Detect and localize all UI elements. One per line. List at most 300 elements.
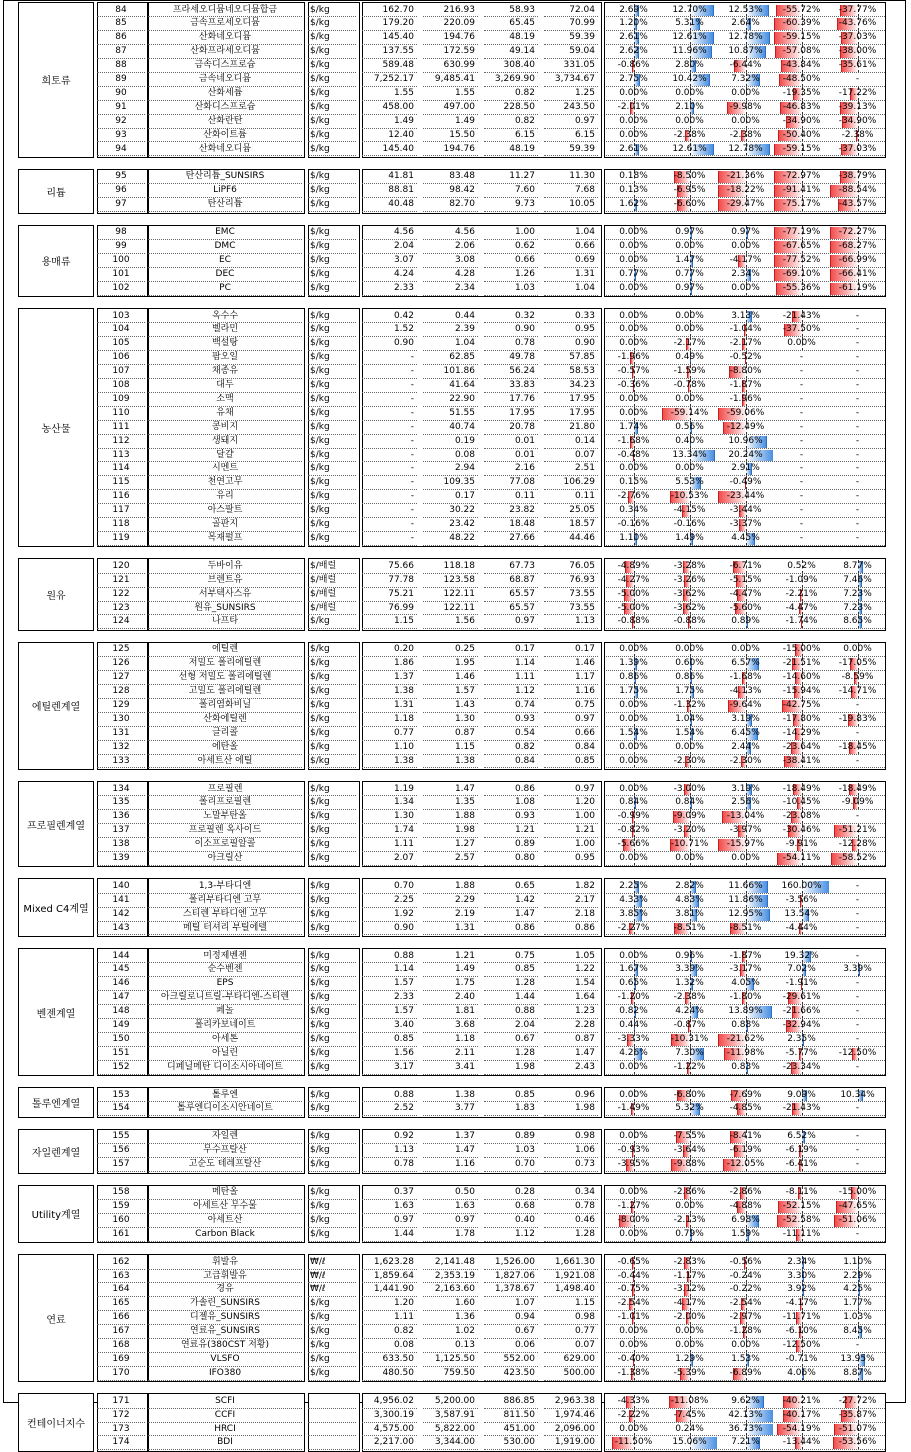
item-name: EPS [148,977,302,991]
price-high: 62.85 [423,351,478,365]
price-current: 106.29 [544,476,598,490]
price-value: 1.11 [362,838,417,852]
price-low: 1.08 [484,796,538,810]
price-current: 1.05 [544,950,598,964]
price-high: 1.49 [423,115,478,129]
item-unit: $/배럴 [308,560,356,574]
change-percent: 13.89% [728,1006,763,1017]
change-cell [662,435,717,449]
change-cell [662,699,717,713]
change-cell [606,379,661,393]
change-percent: 5.32% [675,1103,704,1114]
change-percent: 0.60% [675,658,704,669]
change-percent: -12.49% [726,421,765,432]
change-cell [774,657,829,671]
change-percent: 4.24% [675,1006,704,1017]
change-percent: -2.38% [673,992,706,1003]
change-cell [718,1005,773,1019]
table-row [18,129,886,143]
table-row [18,73,886,87]
price-current: 0.75 [544,699,598,713]
change-cell [662,101,717,115]
change-percent: 1.39% [619,658,648,669]
change-cell [830,17,885,31]
change-cell [606,476,661,490]
price-current: 58.53 [544,365,598,379]
price-low: 0.97 [484,615,538,629]
change-percent: -60.39% [782,18,821,29]
change-percent: -4.13% [729,686,762,697]
change-percent: -55.36% [782,282,821,293]
category-group [18,169,886,214]
change-cell [606,393,661,407]
price-high: 172.59 [423,45,478,59]
change-percent: -12.50% [838,1047,877,1058]
change-percent: -2.54% [617,1298,650,1309]
item-unit: $/kg [308,713,356,727]
change-cell [774,1005,829,1019]
change-cell [662,1436,717,1450]
price-value: 145.40 [362,143,417,157]
price-value: 1.14 [362,963,417,977]
change-cell [606,254,661,268]
category-group [18,948,886,1076]
change-percent: 0.00% [675,1340,704,1351]
price-high: 2.06 [423,240,478,254]
change-cell [662,1102,717,1116]
price-value: 1.10 [362,741,417,755]
change-cell [662,1256,717,1270]
price-low: 7.60 [484,184,538,198]
price-high: 1.60 [423,1297,478,1311]
price-value: - [362,476,417,490]
change-cell [606,1061,661,1075]
change-cell [606,435,661,449]
change-percent: 0.77% [675,268,704,279]
item-name: 옥수수 [148,310,302,324]
table-row [18,615,886,629]
change-percent: 0.97% [731,227,760,238]
item-name: 고순도 테레프탈산 [148,1158,302,1172]
price-low: 0.28 [484,1186,538,1200]
item-unit: ₩/ℓ [308,1270,356,1284]
category-label: 벤젠계열 [36,1008,76,1020]
price-low: 1,526.00 [484,1256,538,1270]
price-high: 1.57 [423,685,478,699]
change-cell [774,45,829,59]
change-cell [774,365,829,379]
change-percent: 1.10% [843,1256,872,1267]
price-value: 0.70 [362,880,417,894]
change-cell [606,615,661,629]
change-percent: -3.00% [673,783,706,794]
change-cell [830,1019,885,1033]
change-percent: -40.17% [782,1409,821,1420]
table-row [18,1423,886,1437]
change-cell [662,1283,717,1297]
change-percent: -11.71% [782,1312,821,1323]
price-high: 0.87 [423,727,478,741]
price-high: 194.76 [423,143,478,157]
price-value: 88.81 [362,184,417,198]
change-cell [830,421,885,435]
change-percent: 0.00% [675,1200,704,1211]
change-cell [662,490,717,504]
table-row [18,1005,886,1019]
item-number: 95 [97,170,145,184]
item-number: 85 [97,17,145,31]
table-row [18,31,886,45]
price-current: 18.57 [544,518,598,532]
price-current: 0.97 [544,713,598,727]
change-cell [774,490,829,504]
change-cell [662,991,717,1005]
item-number: 144 [97,950,145,964]
item-number: 103 [97,310,145,324]
table-row [18,1325,886,1339]
table-row [18,950,886,964]
change-cell [718,560,773,574]
change-percent: -0.71% [785,1353,818,1364]
table-row [18,1158,886,1172]
item-unit: $/kg [308,407,356,421]
price-value: 7,252.17 [362,73,417,87]
change-percent: 3.30% [787,1270,816,1281]
item-unit: $/kg [308,796,356,810]
change-percent: - [855,324,860,335]
price-current: 10.05 [544,198,598,212]
change-percent: -1.09% [785,574,818,585]
item-number: 119 [97,532,145,546]
item-unit: $/kg [308,226,356,240]
item-number: 129 [97,699,145,713]
change-cell [606,657,661,671]
change-cell [718,1228,773,1242]
change-percent: -8.41% [729,1131,762,1142]
item-unit: $/kg [308,755,356,769]
price-value: 0.90 [362,922,417,936]
change-cell [662,1395,717,1409]
change-percent: - [855,449,860,460]
change-cell [662,351,717,365]
change-percent: 42.13% [728,1409,763,1420]
change-cell [830,643,885,657]
change-cell [606,894,661,908]
change-cell [662,838,717,852]
change-percent: 2.80% [675,60,704,71]
change-percent: 1.62% [619,199,648,210]
table-row [18,87,886,101]
item-unit: $/kg [308,894,356,908]
change-percent: 2.34% [731,268,760,279]
price-high: 1.98 [423,824,478,838]
table-row [18,1311,886,1325]
change-percent: -0.40% [617,1353,650,1364]
change-percent: -21.36% [726,171,765,182]
change-percent: -23.44% [726,491,765,502]
change-percent: 10.34% [840,1089,875,1100]
item-unit: $/kg [308,783,356,797]
change-cell [774,518,829,532]
price-high: 2.29 [423,894,478,908]
price-low: 0.88 [484,1005,538,1019]
change-cell [830,671,885,685]
change-percent: - [855,505,860,516]
change-percent: -19.83% [838,713,877,724]
table-row [18,991,886,1005]
table-row [18,45,886,59]
price-high: 1.63 [423,1200,478,1214]
item-unit [308,1409,356,1423]
price-low: 552.00 [484,1353,538,1367]
change-cell [662,282,717,296]
change-percent: -8.51% [729,922,762,933]
item-number: 135 [97,796,145,810]
price-current: 21.80 [544,421,598,435]
change-cell [774,1423,829,1437]
item-number: 146 [97,977,145,991]
change-percent: - [799,449,804,460]
change-percent: -38.41% [782,755,821,766]
price-value: 1.63 [362,1200,417,1214]
change-percent: 0.00% [619,310,648,321]
price-current: 0.97 [544,783,598,797]
table-row [18,824,886,838]
change-percent: -2.54% [729,1298,762,1309]
change-cell [606,226,661,240]
change-cell [718,727,773,741]
change-percent: -4.27% [617,574,650,585]
category-group [18,558,886,631]
item-number: 97 [97,198,145,212]
change-cell [606,170,661,184]
change-percent: - [855,393,860,404]
change-percent: - [855,310,860,321]
change-percent: -1.74% [785,616,818,627]
item-unit: $/kg [308,4,356,18]
item-unit: $/kg [308,435,356,449]
change-cell [606,323,661,337]
change-percent: -21.51% [782,658,821,669]
price-value: 75.21 [362,588,417,602]
change-percent: -8.80% [729,366,762,377]
price-low: 0.17 [484,643,538,657]
change-percent: -5.15% [729,574,762,585]
price-high: 1.18 [423,1033,478,1047]
change-percent: -15.00% [838,1187,877,1198]
change-percent: 4.05% [731,978,760,989]
change-percent: -91.41% [782,185,821,196]
change-cell [718,1270,773,1284]
change-cell [830,1256,885,1270]
change-cell [774,1270,829,1284]
table-row [18,1089,886,1103]
price-low: 0.32 [484,310,538,324]
price-high: 1.27 [423,838,478,852]
change-percent: 0.00% [619,407,648,418]
change-percent: -54.11% [782,853,821,863]
change-percent: -47.65% [838,1200,877,1211]
change-percent: 0.00% [619,644,648,655]
change-percent: -6.41% [785,1159,818,1170]
price-high: 5,822.00 [423,1423,478,1437]
price-low: 1.83 [484,1102,538,1116]
price-high: 1.43 [423,699,478,713]
change-percent: -0.88% [673,616,706,627]
change-percent: 9.62% [731,1395,760,1406]
price-current: 0.96 [544,1089,598,1103]
item-number: 166 [97,1311,145,1325]
change-cell [774,1436,829,1450]
change-percent: 1.54% [619,727,648,738]
change-cell [606,574,661,588]
change-percent: -2.76% [617,491,650,502]
change-percent: -10.45% [782,797,821,808]
price-high: 3.77 [423,1102,478,1116]
change-cell [830,1200,885,1214]
change-cell [774,1339,829,1353]
price-value: 0.92 [362,1130,417,1144]
change-cell [662,1200,717,1214]
change-cell [606,421,661,435]
change-percent: -12.50% [782,1340,821,1351]
change-cell [606,1367,661,1381]
change-percent: -2.30% [729,755,762,766]
change-cell [830,407,885,421]
change-percent: - [855,908,860,919]
price-current: 0.84 [544,741,598,755]
change-cell [830,602,885,616]
change-percent: -1.32% [673,699,706,710]
price-value: 1.74 [362,824,417,838]
price-low: 0.65 [484,880,538,894]
table-row [18,462,886,476]
item-unit: $/kg [308,1339,356,1353]
change-cell [606,699,661,713]
price-value: 1,441.90 [362,1283,417,1297]
change-percent: -18.49% [782,783,821,794]
price-value: 1.86 [362,657,417,671]
change-cell [718,282,773,296]
change-cell [830,462,885,476]
item-name: 톨루엔디이소시안네이트 [148,1102,302,1116]
change-percent: 1.47% [675,254,704,265]
change-cell [662,476,717,490]
change-percent: -6.44% [729,60,762,71]
change-percent: 8.77% [843,560,872,571]
change-cell [830,615,885,629]
change-percent: 2.44% [731,741,760,752]
price-current: 2,096.00 [544,1423,598,1437]
change-cell [662,880,717,894]
price-current: 1,919.00 [544,1436,598,1450]
change-cell [718,1144,773,1158]
change-cell [606,87,661,101]
item-unit: $/kg [308,1102,356,1116]
change-cell [830,796,885,810]
change-percent: -2.38% [841,129,874,140]
change-percent: 1.67% [619,964,648,975]
change-cell [718,908,773,922]
price-low: 1.11 [484,671,538,685]
change-percent: 0.00% [675,115,704,126]
change-cell [662,1130,717,1144]
change-cell [830,254,885,268]
change-percent: -9.64% [729,699,762,710]
item-name: 이소프로필알콜 [148,838,302,852]
change-cell [718,268,773,282]
change-cell [830,115,885,129]
change-cell [718,518,773,532]
change-percent: 0.00% [619,1089,648,1100]
item-number: 153 [97,1089,145,1103]
price-current: 7.68 [544,184,598,198]
price-value: 3.07 [362,254,417,268]
change-cell [662,1367,717,1381]
item-unit: $/kg [308,393,356,407]
change-cell [662,379,717,393]
table-row [18,115,886,129]
item-number: 118 [97,518,145,532]
price-low: 17.76 [484,393,538,407]
change-cell [606,810,661,824]
price-current: 1.54 [544,977,598,991]
price-current: 2.51 [544,462,598,476]
item-name: DEC [148,268,302,282]
change-cell [606,1019,661,1033]
item-unit: $/kg [308,699,356,713]
price-value: 2.52 [362,1102,417,1116]
price-high: 0.25 [423,643,478,657]
price-low: 0.82 [484,115,538,129]
change-cell [718,1283,773,1297]
change-percent: 3.92% [787,1284,816,1295]
change-percent: 2.34% [787,1256,816,1267]
change-cell [606,240,661,254]
price-low: 0.01 [484,435,538,449]
price-value: 480.50 [362,1367,417,1381]
change-cell [662,198,717,212]
item-number: 143 [97,922,145,936]
change-percent: -30.46% [782,825,821,836]
price-low: 6.15 [484,129,538,143]
change-percent: -43.57% [838,199,877,210]
item-name: 벨라민 [148,323,302,337]
item-name: 산화네오디뮴 [148,31,302,45]
item-number: 141 [97,894,145,908]
change-percent: 1.74% [619,421,648,432]
item-unit: $/kg [308,449,356,463]
change-percent: - [855,894,860,905]
price-high: 1.16 [423,1158,478,1172]
change-cell [606,560,661,574]
change-percent: 0.00% [619,1423,648,1434]
item-unit: $/kg [308,268,356,282]
change-percent: - [855,532,860,543]
change-cell [774,1061,829,1075]
table-row [18,588,886,602]
price-value: 0.42 [362,310,417,324]
change-percent: -4.33% [617,1395,650,1406]
change-cell [718,615,773,629]
table-row [18,254,886,268]
price-current: 34.23 [544,379,598,393]
change-percent: -37.03% [838,32,877,43]
change-cell [830,1130,885,1144]
price-low: 65.57 [484,588,538,602]
item-name: 에탄올 [148,741,302,755]
change-percent: -53.56% [838,1437,877,1448]
